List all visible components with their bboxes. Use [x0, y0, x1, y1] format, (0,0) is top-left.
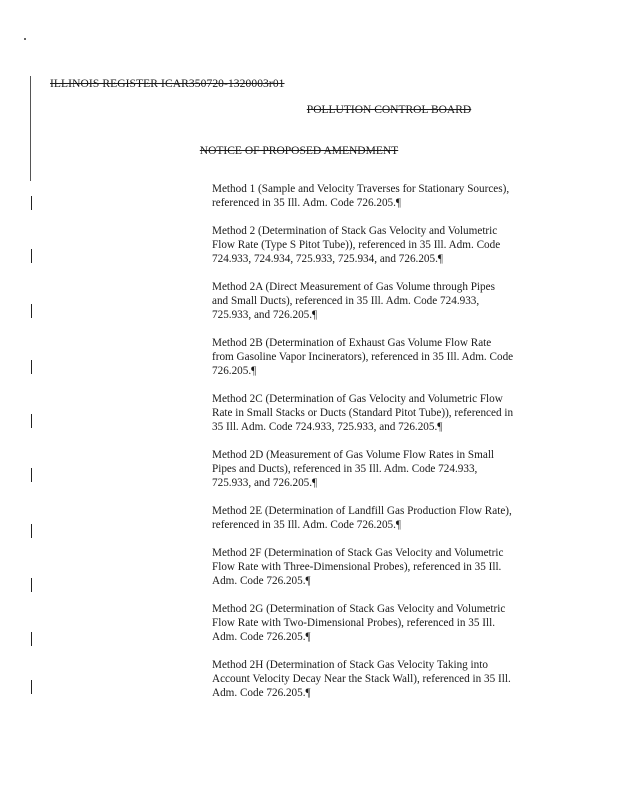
method-item: Method 2F (Determination of Stack Gas Velocity and Volumetric Flow Rate with Three-Dimensional Probes), referenced in 35 Ill. Adm. Code 726.205.¶ — [212, 546, 504, 587]
revision-bar — [30, 76, 31, 181]
revision-bar — [31, 414, 32, 428]
revision-bar — [31, 468, 32, 482]
method-item: Method 2H (Determination of Stack Gas Velocity Taking into Account Velocity Decay Near the Stack Wall), referenced in 35 Ill. Adm. Code 726.205.¶ — [212, 658, 511, 699]
method-item: Method 1 (Sample and Velocity Traverses for Stationary Sources), referenced in 35 Ill. Adm. Code 726.205.¶ — [212, 183, 510, 210]
revision-bar — [31, 680, 32, 694]
revision-bar — [31, 524, 32, 538]
method-item: Method 2A (Direct Measurement of Gas Volume through Pipes and Small Ducts), referenced in 35 Ill. Adm. Code 724.933, 725.933, and 726.205.¶ — [212, 280, 495, 322]
revision-bar — [31, 304, 32, 318]
revision-bar — [31, 578, 32, 592]
methods-list — [212, 182, 552, 714]
scan-speck — [24, 38, 26, 40]
register-header: ILLINOIS REGISTER ICAR350720-1320003r01 — [50, 78, 285, 90]
method-item: Method 2 (Determination of Stack Gas Velocity and Volumetric Flow Rate (Type S Pitot Tube)), referenced in 35 Ill. Adm. Code 724.933, 724.934, 725.933, 725.934, and 726.205.¶ — [212, 224, 501, 266]
method-item: Method 2E (Determination of Landfill Gas Production Flow Rate), referenced in 35 Ill. Adm. Code 726.205.¶ — [212, 504, 512, 531]
agency-header: POLLUTION CONTROL BOARD — [306, 104, 472, 116]
revision-bar — [31, 632, 32, 646]
revision-bar — [31, 196, 32, 210]
revision-bar — [31, 249, 32, 263]
method-item: Method 2G (Determination of Stack Gas Velocity and Volumetric Flow Rate with Two-Dimensional Probes), referenced in 35 Ill. Adm. Code 726.205.¶ — [212, 602, 506, 643]
revision-bar — [31, 360, 32, 374]
method-item: Method 2D (Measurement of Gas Volume Flow Rates in Small Pipes and Ducts), referenced in 35 Ill. Adm. Code 724.933, 725.933, and 726.205.¶ — [212, 448, 495, 490]
method-item: Method 2C (Determination of Gas Velocity and Volumetric Flow Rate in Small Stacks or Ducts (Standard Pitot Tube)), referenced in 35 Ill. Adm. Code 724.933, 725.933, and 726.205.¶ — [212, 392, 514, 434]
notice-header: NOTICE OF PROPOSED AMENDMENT — [199, 145, 399, 157]
method-item: Method 2B (Determination of Exhaust Gas Volume Flow Rate from Gasoline Vapor Incinerators), referenced in 35 Ill. Adm. Code 726.205.¶ — [212, 336, 514, 378]
